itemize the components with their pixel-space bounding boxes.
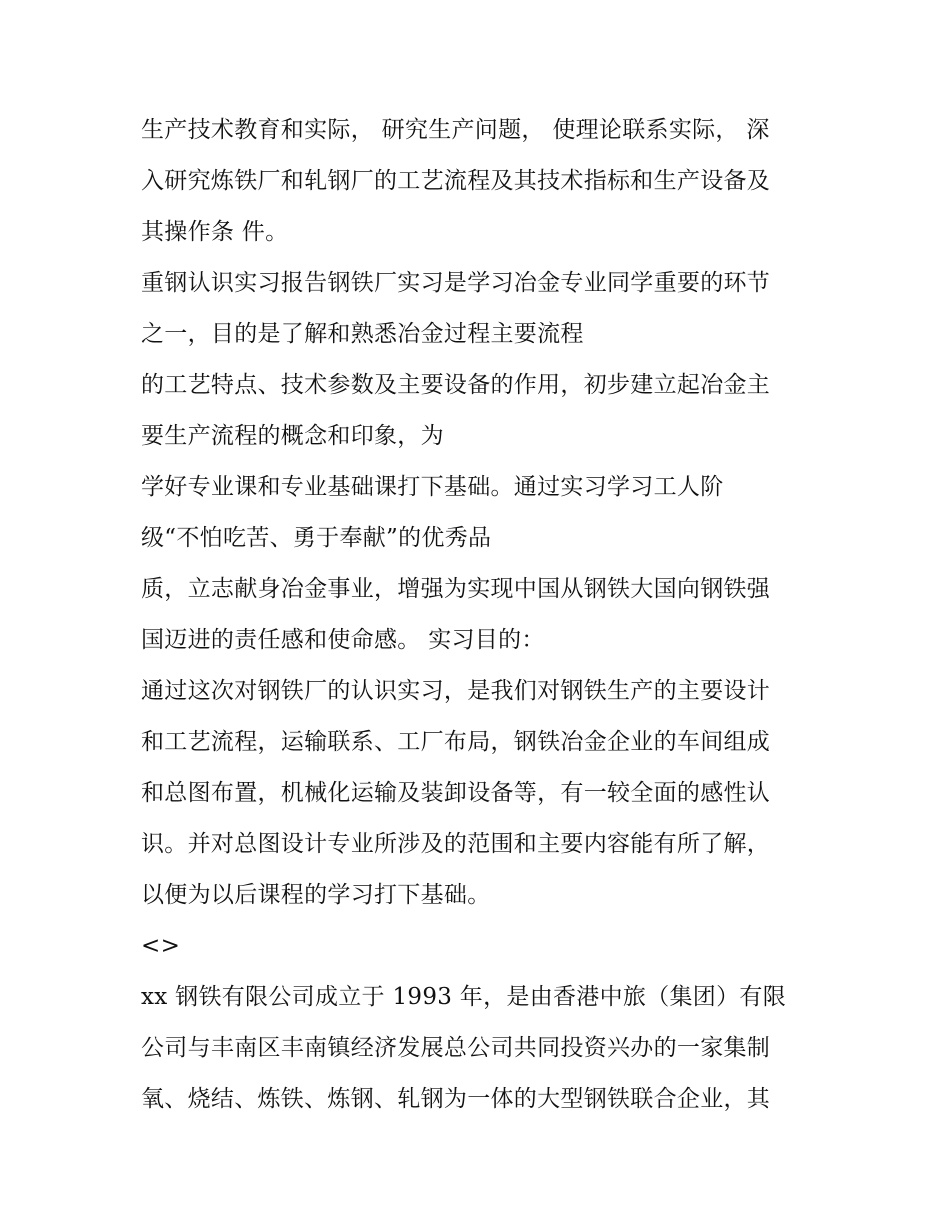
text-line: 级“不怕吃苦、勇于奉献”的优秀品 bbox=[141, 525, 492, 551]
text-line: 和工艺流程，运输联系、工厂布局，钢铁冶金企业的车间组成 bbox=[141, 729, 771, 755]
text-line: 其操作条 件。 bbox=[141, 219, 289, 245]
text-line: 学好专业课和专业基础课打下基础。通过实习学习工人阶 bbox=[141, 474, 724, 500]
text-line: xx 钢铁有限公司成立于 1993 年，是由香港中旅（集团）有限 bbox=[141, 984, 787, 1010]
text-line: 识。并对总图设计专业所涉及的范围和主要内容能有所了解， bbox=[141, 831, 771, 857]
text-line: 入研究炼铁厂和轧钢厂的工艺流程及其技术指标和生产设备及 bbox=[141, 168, 771, 194]
text-line: 氧、烧结、炼铁、炼钢、轧钢为一体的大型钢铁联合企业，其 bbox=[141, 1086, 771, 1112]
text-line: 通过这次对钢铁厂的认识实习，是我们对钢铁生产的主要设计 bbox=[141, 678, 771, 704]
text-line: 的工艺特点、技术参数及主要设备的作用，初步建立起冶金主 bbox=[141, 372, 771, 398]
text-line: 质，立志献身冶金事业，增强为实现中国从钢铁大国向钢铁强 bbox=[141, 576, 771, 602]
text-line: <> bbox=[141, 933, 181, 959]
text-line: 国迈进的责任感和使命感。 实习目的： bbox=[141, 627, 545, 653]
text-line: 之一，目的是了解和熟悉冶金过程主要流程 bbox=[141, 321, 584, 347]
text-line: 生产技术教育和实际， 研究生产问题， 使理论联系实际， 深 bbox=[141, 117, 770, 143]
body-text bbox=[141, 108, 831, 1128]
text-line: 公司与丰南区丰南镇经济发展总公司共同投资兴办的一家集制 bbox=[141, 1035, 771, 1061]
text-line: 以便为以后课程的学习打下基础。 bbox=[141, 882, 491, 908]
text-line: 重钢认识实习报告钢铁厂实习是学习冶金专业同学重要的环节 bbox=[141, 270, 771, 296]
text-line: 要生产流程的概念和印象，为 bbox=[141, 423, 444, 449]
text-line: 和总图布置，机械化运输及装卸设备等，有一较全面的感性认 bbox=[141, 780, 771, 806]
